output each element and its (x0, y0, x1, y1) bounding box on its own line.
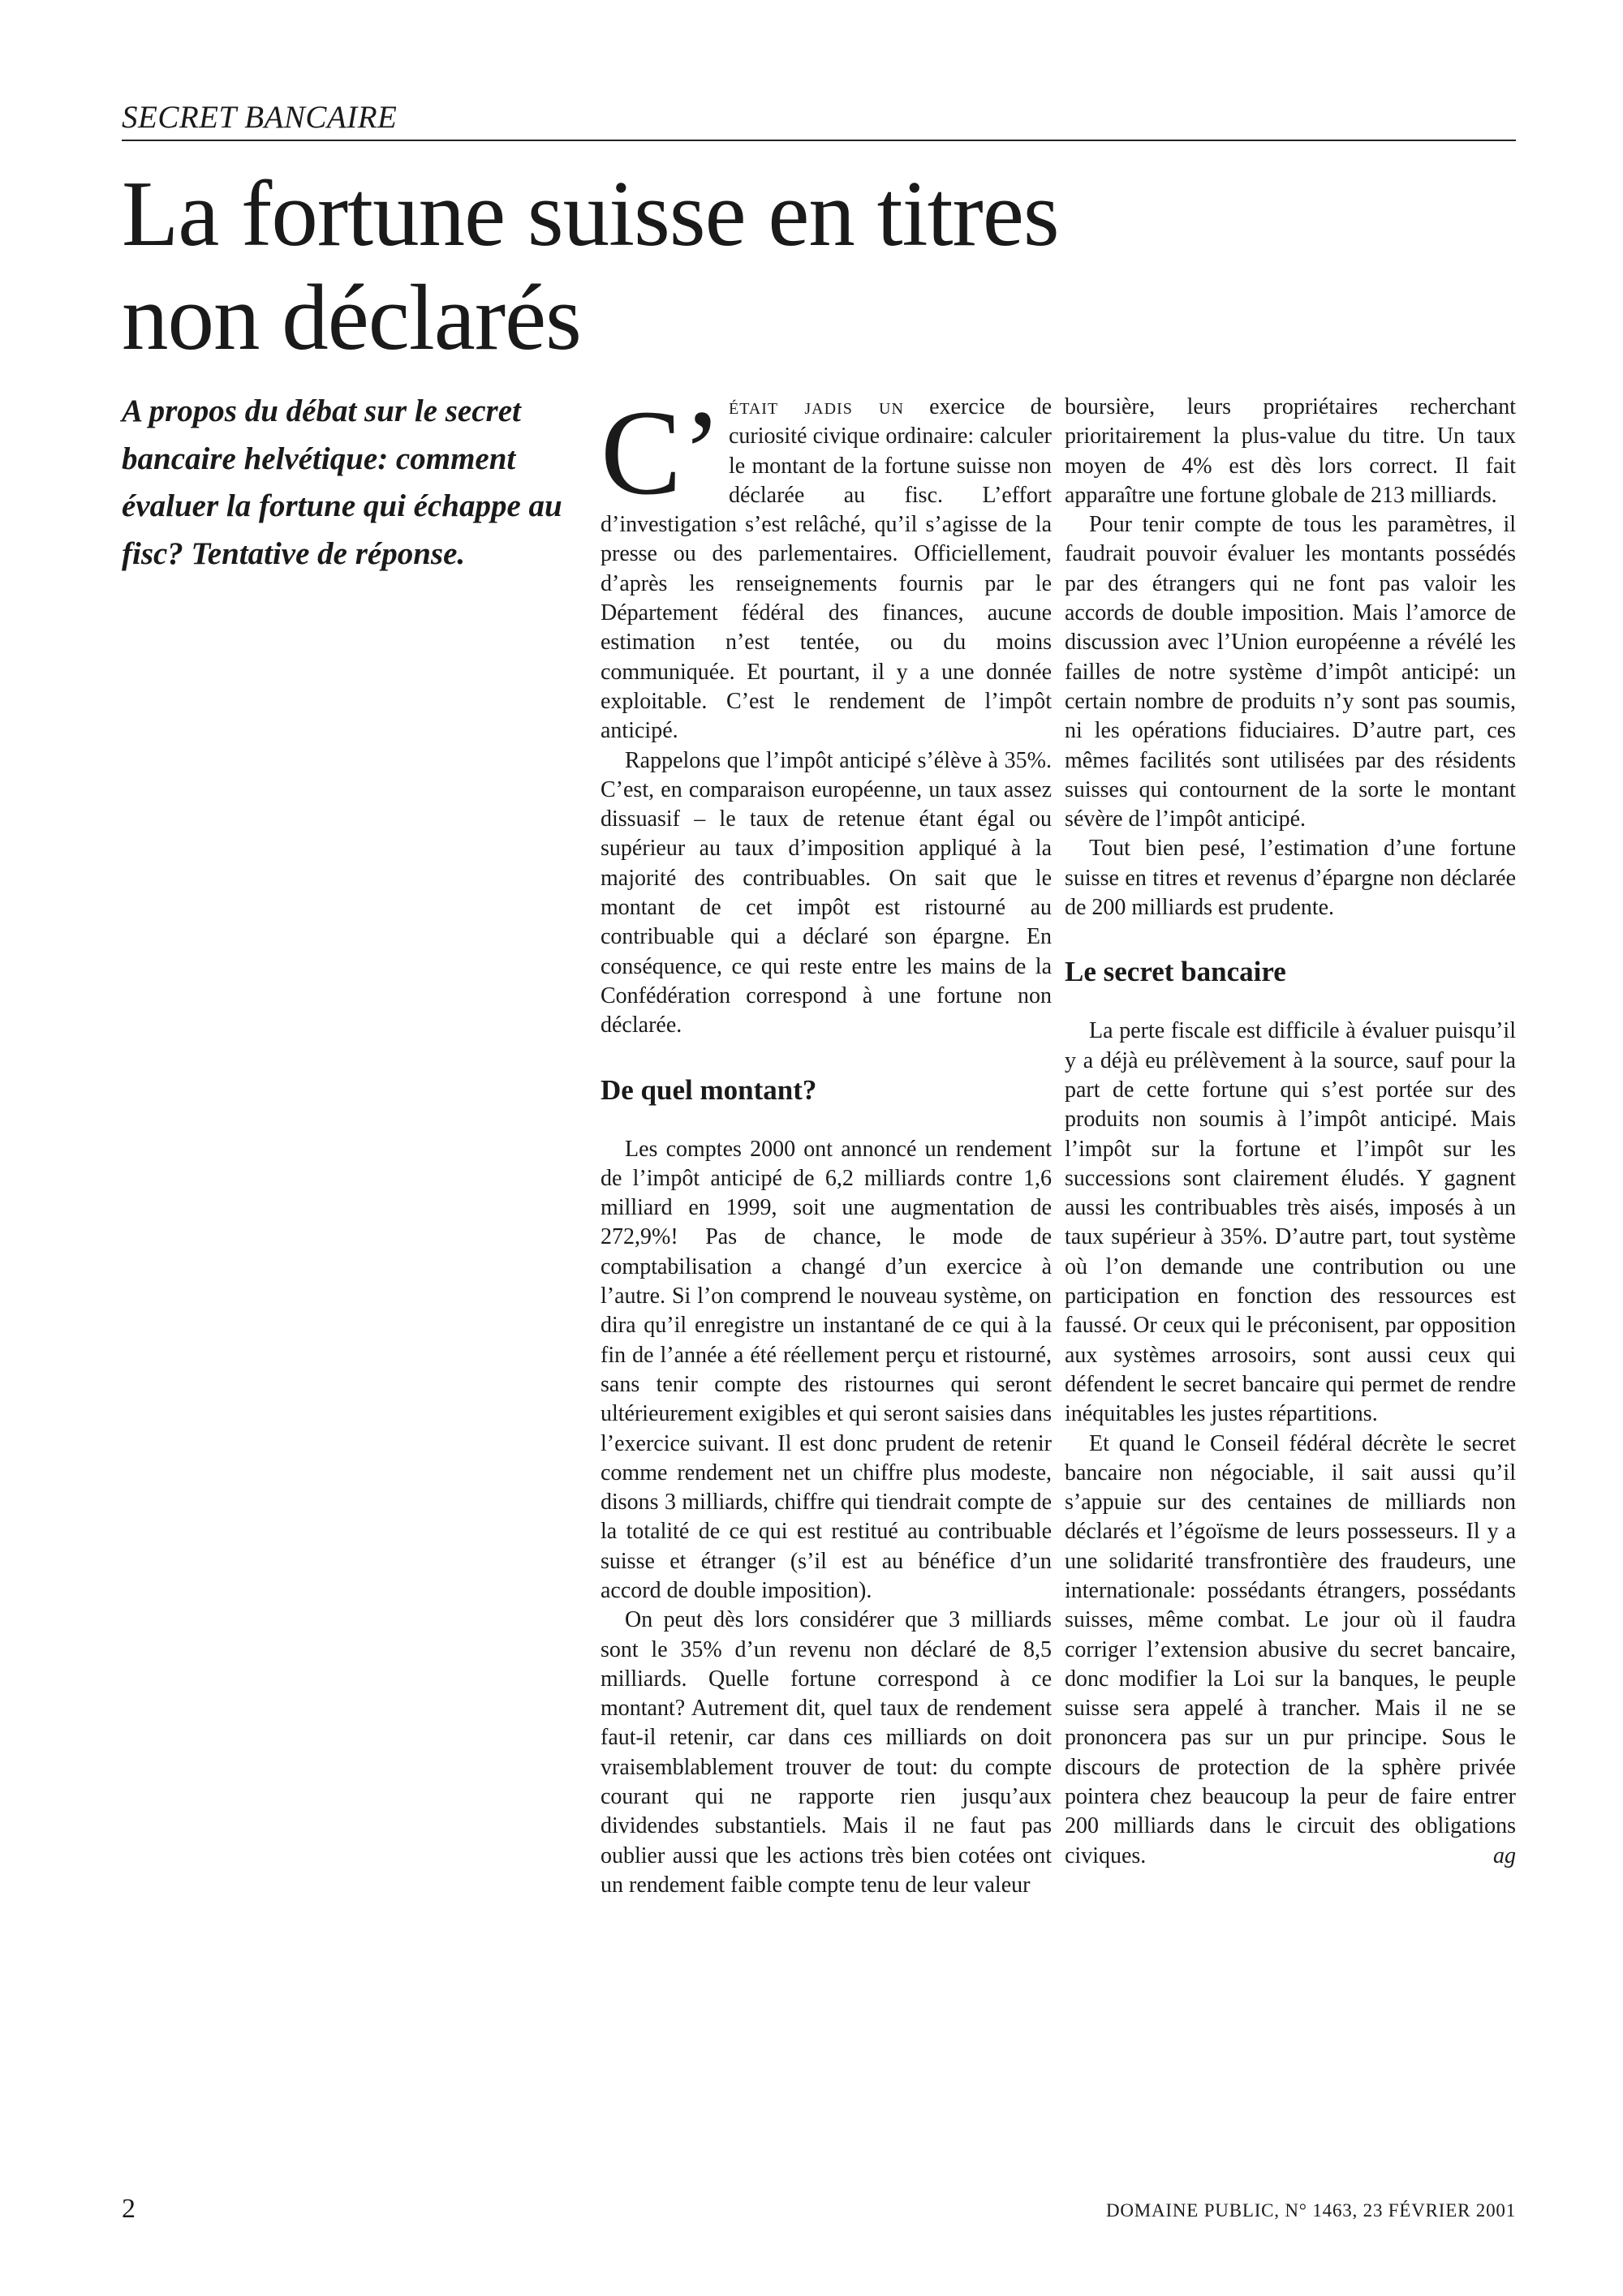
author-signature: ag (1493, 1842, 1516, 1868)
publication-reference: DOMAINE PUBLIC, N° 1463, 23 FÉVRIER 2001 (1105, 2200, 1516, 2221)
title-line-2: non déclarés (122, 266, 581, 369)
paragraph-text: Et quand le Conseil fédéral décrète le secret bancaire non négociable, il sait aussi qu’il s’appuie sur des centaines de milliards non déclarés et l’égoïsme de leurs possesseurs. Il y a une solidarité transfrontière des fraudeurs, une internationale: possédants étrangers, possédants suisses, même combat. Le jour où il faudra corriger l’extension abusive du secret bancaire, donc modifier la Loi sur la banques, le peuple suisse sera appelé à trancher. Mais il ne se prononcera pas sur un pur principe. Sous le discours de protection de la sphère privée pointera chez beaucoup la peur de faire entrer 200 milliards dans le circuit des obligations civiques. (1065, 1430, 1516, 1868)
article-title (122, 162, 1420, 370)
lead-paragraph: A propos du débat sur le secret bancaire helvétique: comment évaluer la fortune qui échappe au fisc? Tentative de réponse. (122, 393, 562, 571)
article-column-1 (601, 385, 1052, 1900)
paragraph-text: exercice de curiosité civique ordinaire: calculer le montant de la fortune suisse non déclarée au fisc. L’effort d’investigation s’est relâché, qu’il s’agisse de la presse ou des parlementaires. Officiellement, d’après les renseignements fournis par le Département fédéral des finances, aucune estimation n’est tentée, ou du moins communiquée. Et pourtant, il y a une donnée exploitable. C’est le rendement de l’impôt anticipé. (601, 394, 1052, 744)
page-number: 2 (122, 2194, 136, 2224)
drop-cap: C’ (601, 385, 722, 520)
section-rubric: SECRET BANCAIRE (122, 99, 1516, 141)
title-line-1: La fortune suisse en titres (122, 162, 1059, 265)
paragraph: On peut dès lors considérer que 3 milliards sont le 35% d’un revenu non déclaré de 8,5 milliards. Quelle fortune correspond à ce montant? Autrement dit, quel taux de rendement faut-il retenir, car dans ces milliards on doit vraisemblablement trouver de tout: du compte courant qui ne rapporte rien jusqu’aux dividendes substantiels. Mais il ne faut pas oublier aussi que les actions très bien cotées ont un rendement faible compte tenu de leur valeur (601, 1607, 1052, 1898)
paragraph: Les comptes 2000 ont annoncé un rendement de l’impôt anticipé de 6,2 milliards contre 1,6 milliard en 1999, soit une augmentation de 272,9%! Pas de chance, le mode de comptabilisation a changé d’un exercice à l’autre. Si l’on comprend le nouveau système, on dira qu’il enregistre un instantané de ce qui à la fin de l’année a été réellement perçu et ristourné, sans tenir compte des ristournes qui seront ultérieurement exigibles et qui seront saisies dans l’exercice suivant. Il est donc prudent de retenir comme rendement net un chiffre plus modeste, disons 3 milliards, chiffre qui tiendrait compte de la totalité de ce qui est restitué au contribuable suisse et étranger (s’il est au bénéfice d’un accord de double imposition). (601, 1136, 1052, 1603)
paragraph (601, 385, 1052, 746)
section-heading: Le secret bancaire (1065, 956, 1286, 988)
paragraph: Tout bien pesé, l’estimation d’une fortune suisse en titres et revenus d’épargne non déclarée de 200 milliards est prudente. (1065, 836, 1516, 921)
paragraph (1065, 1430, 1516, 1871)
section-heading: De quel montant? (601, 1073, 817, 1106)
article-column-2 (1065, 393, 1516, 1871)
paragraph: Pour tenir compte de tous les paramètres, il faudrait pouvoir évaluer les montants possédés par des étrangers qui ne font pas valoir les accords de double imposition. Mais l’amorce de discussion avec l’Union européenne a révélé les failles de notre système d’impôt anticipé: un certain nombre de produits n’y sont pas soumis, ni les opérations fiduciaires. D’autre part, ces mêmes facilités sont utilisées par des résidents suisses qui contournent de la sorte le montant sévère de l’impôt anticipé. (1065, 512, 1516, 832)
intro-smallcaps: était jadis un (729, 394, 904, 419)
paragraph: boursière, leurs propriétaires recherchant prioritairement la plus-value du titre. Un taux moyen de 4% est dès lors correct. Il fait apparaître une fortune globale de 213 milliards. (1065, 394, 1516, 508)
paragraph: La perte fiscale est difficile à évaluer puisqu’il y a déjà eu prélèvement à la source, sauf pour la part de cette fortune qui s’est portée sur des produits non soumis à l’impôt anticipé. Mais l’impôt sur la fortune et l’impôt sur les successions sont clairement éludés. Y gagnent aussi les contribuables très aisés, imposés à un taux supérieur à 35%. D’autre part, tout système où l’on demande une contribution ou une participation en fonction des ressources est faussé. Or ceux qui le préconisent, par opposition aux systèmes arrosoirs, sont aussi ceux qui défendent le secret bancaire qui permet de rendre inéquitables les justes répartitions. (1065, 1018, 1516, 1427)
paragraph: Rappelons que l’impôt anticipé s’élève à 35%. C’est, en comparaison européenne, un taux assez dissuasif – le taux de retenue étant égal ou supérieur au taux d’imposition appliqué à la majorité des contribuables. On sait que le montant de cet impôt est ristourné au contribuable qui a déclaré son épargne. En conséquence, ce qui reste entre les mains de la Confédération correspond à une fortune non déclarée. (601, 747, 1052, 1038)
